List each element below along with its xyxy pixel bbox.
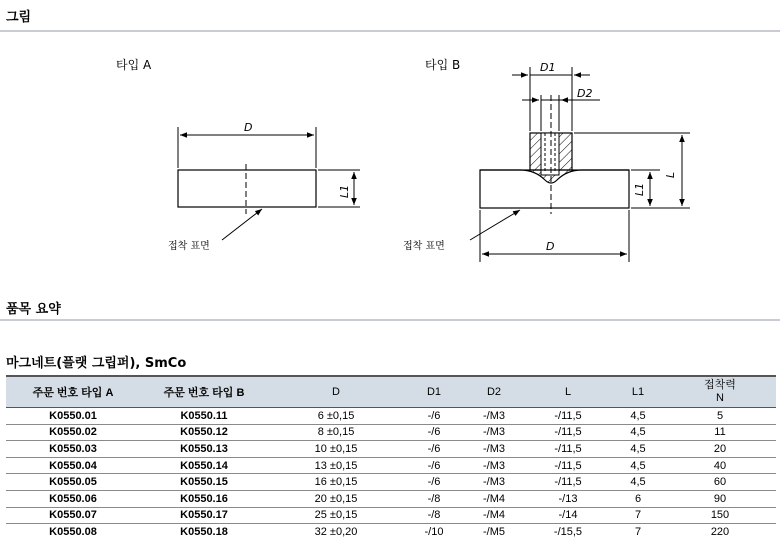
cell-l1: 4,5 [630,409,646,422]
summary-section-title: 품목 요약 [6,302,61,317]
contact-leader [222,209,262,240]
dim-d1-label: D1 [540,61,556,74]
contact-surface-label-b: 접착 표면 [403,241,445,252]
cell-d: 8 ±0,15 [317,426,355,439]
cell-l1: 4,5 [630,476,646,489]
cell-l1: 7 [634,525,642,538]
contact-surface-label-a: 접착 표면 [168,241,210,252]
drawing-section-title: 그림 [6,10,32,25]
table-row [6,490,776,507]
cell-d1: -/6 [427,442,441,455]
thread-bore [541,133,559,175]
table-row [6,524,776,540]
cell-d: 6 ±0,15 [317,409,355,422]
col-order-b: 주문 번호 타입 B [140,376,268,408]
type-a-drawing [178,127,360,240]
cell-order-b: K0550.15 [180,476,228,489]
cell-d: 10 ±0,15 [314,442,358,455]
table-row [6,408,776,425]
cell-force: 20 [713,442,727,455]
cell-d1: -/6 [427,476,441,489]
cell-d2: -/M4 [483,509,505,522]
col-order-a: 주문 번호 타입 A [6,376,140,408]
cell-d2: -/M4 [483,492,505,505]
cell-l1: 4,5 [630,442,646,455]
cell-l: -/15,5 [553,525,583,538]
spec-table [6,375,776,540]
cell-force: 11 [714,426,726,439]
table-header-row [6,376,776,408]
col-force-unit: N [716,392,724,404]
col-force-label: 접착력 [704,379,736,391]
dim-l-label: L [664,171,677,178]
cell-d2: -/M3 [483,476,505,489]
dim-l1-label: L1 [338,184,351,198]
dim-d-label-b: D [546,240,555,253]
cell-force: 60 [713,476,727,489]
table-row [6,424,776,441]
cell-force: 220 [710,525,730,538]
dim-d-label: D [244,121,253,134]
cell-l: -/11,5 [554,426,582,439]
cell-order-a: K0550.03 [49,442,97,455]
section-divider [0,319,780,321]
col-d2: D2 [464,376,524,408]
type-b-label: 타입 B [425,58,461,72]
cell-order-a: K0550.01 [49,409,97,422]
col-force [664,376,776,408]
cell-d: 20 ±0,15 [314,492,358,505]
col-l: L [524,376,612,408]
contact-leader-b [470,210,520,240]
table-row [6,441,776,458]
cell-d2: -/M3 [483,409,505,422]
type-a-label: 타입 A [116,58,152,72]
cell-d: 32 ±0,20 [314,525,358,538]
cell-order-b: K0550.11 [180,409,228,422]
cell-d1: -/6 [427,459,441,472]
table-row [6,457,776,474]
cell-d1: -/10 [424,525,444,538]
col-l1: L1 [612,376,664,408]
cell-d2: -/M5 [483,525,505,538]
cell-d2: -/M3 [483,442,505,455]
cell-d1: -/8 [427,509,441,522]
cell-force: 5 [716,409,724,422]
cell-d1: -/6 [427,426,441,439]
table-row [6,507,776,524]
cell-force: 90 [713,492,727,505]
cell-d: 16 ±0,15 [314,476,358,489]
cell-l1: 4,5 [630,426,646,439]
cell-d: 13 ±0,15 [314,459,358,472]
cell-order-a: K0550.08 [49,525,97,538]
cell-l: -/11,5 [554,459,582,472]
col-d: D [268,376,404,408]
dim-d2-label: D2 [577,87,593,100]
cell-order-a: K0550.02 [49,426,97,439]
cell-d1: -/6 [427,409,441,422]
cell-order-b: K0550.16 [180,492,228,505]
cell-order-a: K0550.05 [49,476,97,489]
cell-order-a: K0550.06 [49,492,97,505]
cell-l: -/13 [558,492,578,505]
cell-order-b: K0550.14 [180,459,228,472]
cell-d: 25 ±0,15 [314,509,358,522]
cell-order-b: K0550.12 [180,426,228,439]
cell-l1: 4,5 [630,459,646,472]
cell-order-b: K0550.13 [180,442,228,455]
cell-l: -/11,5 [554,476,582,489]
cell-force: 40 [713,459,727,472]
cell-d2: -/M3 [483,426,505,439]
cell-order-b: K0550.17 [180,509,228,522]
cell-l: -/14 [558,509,578,522]
cell-force: 150 [710,509,730,522]
product-title: 마그네트(플랫 그립퍼), SmCo [6,356,187,371]
cell-d1: -/8 [427,492,441,505]
col-d1: D1 [404,376,464,408]
type-a-body [178,170,316,207]
table-row [6,474,776,491]
cell-l1: 6 [634,492,642,505]
cell-l: -/11,5 [554,409,582,422]
cell-order-b: K0550.18 [180,525,228,538]
cell-l: -/11,5 [554,442,582,455]
cell-l1: 7 [634,509,642,522]
cell-d2: -/M3 [483,459,505,472]
cell-order-a: K0550.07 [49,509,97,522]
cell-order-a: K0550.04 [49,459,97,472]
dim-l1-label-b: L1 [633,182,646,196]
